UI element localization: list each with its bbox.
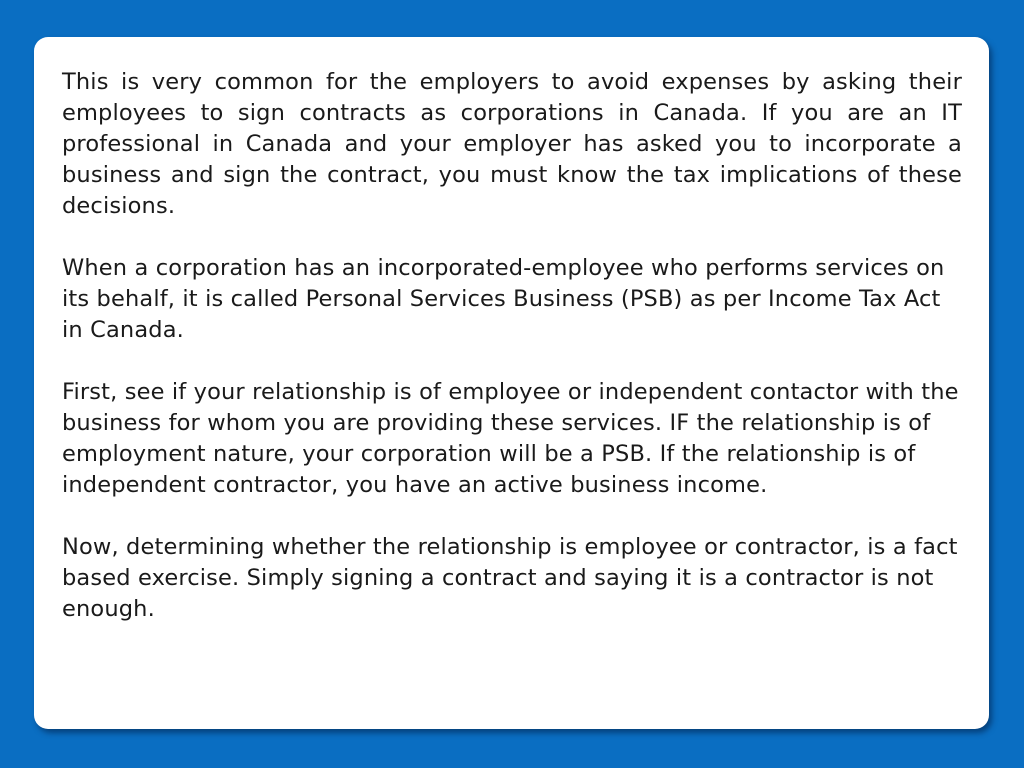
paragraph-psb-definition: When a corporation has an incorporated-employee who performs services on its behalf, it is called Personal Services Business (PSB) as per Income Tax Act in Canada. <box>62 255 945 343</box>
slide-card <box>34 37 989 729</box>
paragraph-fact-based: Now, determining whether the relationship is employee or contractor, is a fact based exercise. Simply signing a contract and saying it is a contractor is not enough. <box>62 534 958 622</box>
paragraph-relationship-test: First, see if your relationship is of employee or independent contactor with the business for whom you are providing these services. IF the relationship is of employment nature, your corporation will be a PSB. If the relationship is of independent contractor, you have an active business income. <box>62 379 959 498</box>
slide-body <box>62 67 962 656</box>
paragraph-intro: This is very common for the employers to avoid expenses by asking their employees to sign contracts as corporations in Canada. If you are an IT professional in Canada and your employer has asked you to incorporate a business and sign the contract, you must know the tax implications of these decisions. <box>62 69 962 219</box>
